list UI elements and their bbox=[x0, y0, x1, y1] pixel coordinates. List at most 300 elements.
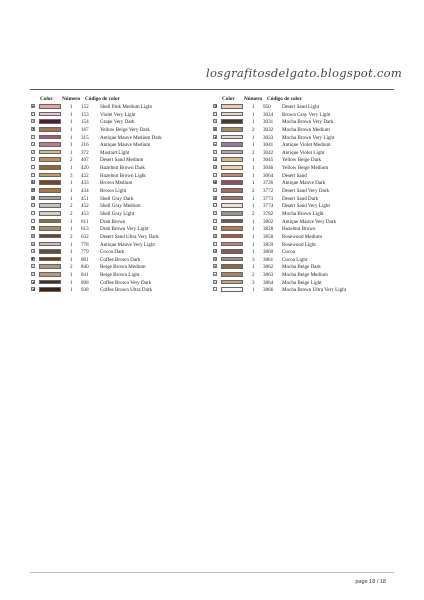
table-row bbox=[30, 249, 210, 257]
color-name: Rosewood Medium bbox=[282, 233, 323, 240]
skein-count: 2 bbox=[70, 264, 73, 271]
skein-count: 1 bbox=[70, 119, 73, 126]
table-row bbox=[212, 119, 398, 127]
color-name: Drab Brown Very Light bbox=[100, 226, 149, 233]
color-swatch bbox=[39, 173, 61, 178]
thread-number: 154 bbox=[81, 119, 89, 126]
footer-divider bbox=[30, 572, 394, 573]
skein-count: 2 bbox=[70, 157, 73, 164]
skein-count: 1 bbox=[252, 241, 255, 248]
table-row bbox=[212, 211, 398, 219]
skein-count: 1 bbox=[70, 226, 73, 233]
stitch-symbol-icon: ∖ bbox=[32, 142, 34, 147]
color-name: Coffee Brown Very Dark bbox=[100, 279, 152, 286]
color-name: Mocha Brown Ultra Very Light bbox=[282, 287, 347, 294]
skein-count: 1 bbox=[70, 188, 73, 195]
column-header-codigo: Código de color bbox=[85, 96, 120, 102]
skein-count: 1 bbox=[70, 180, 73, 187]
table-row bbox=[30, 173, 210, 181]
color-swatch bbox=[221, 135, 243, 140]
skein-count: 1 bbox=[252, 134, 255, 141]
thread-number: 3041 bbox=[263, 142, 274, 149]
stitch-symbol-icon: · bbox=[32, 157, 34, 162]
color-swatch bbox=[221, 264, 243, 269]
column-header-color: Color bbox=[222, 96, 235, 102]
color-swatch bbox=[221, 211, 243, 216]
stitch-symbol-icon: ◮ bbox=[214, 157, 217, 162]
color-name: Desert Sand Dark bbox=[282, 195, 319, 202]
column-header-codigo: Código de color bbox=[267, 96, 302, 102]
color-swatch bbox=[221, 272, 243, 277]
table-row bbox=[30, 242, 210, 250]
table-row bbox=[30, 196, 210, 204]
color-name: Antique Mauve Very Dark bbox=[282, 218, 337, 225]
table-row bbox=[212, 264, 398, 272]
color-name: Desert Sand bbox=[282, 172, 307, 179]
table-row bbox=[212, 165, 398, 173]
stitch-symbol-icon: ◪ bbox=[32, 287, 35, 292]
color-swatch bbox=[221, 249, 243, 254]
skein-count: 1 bbox=[252, 195, 255, 202]
skein-count: 2 bbox=[252, 149, 255, 156]
color-name: Coffee Brown Ultra Dark bbox=[100, 287, 153, 294]
color-swatch bbox=[39, 135, 61, 140]
stitch-symbol-icon: ▢ bbox=[214, 111, 217, 116]
thread-number: 420 bbox=[81, 165, 89, 172]
table-row bbox=[212, 226, 398, 234]
thread-number: 3032 bbox=[263, 126, 274, 133]
skein-count: 1 bbox=[252, 226, 255, 233]
thread-number: 840 bbox=[81, 264, 89, 271]
skein-count: 1 bbox=[70, 149, 73, 156]
table-row bbox=[212, 219, 398, 227]
color-swatch bbox=[221, 165, 243, 170]
color-name: Shell Pink Medium Light bbox=[100, 104, 152, 110]
thread-number: 3726 bbox=[263, 180, 274, 187]
stitch-symbol-icon: ⊕ bbox=[214, 249, 217, 254]
table-row bbox=[30, 135, 210, 143]
table-row bbox=[30, 264, 210, 272]
color-name: Cocoa Dark bbox=[100, 249, 125, 256]
table-row bbox=[30, 112, 210, 120]
stitch-symbol-icon: ▸ bbox=[214, 226, 216, 231]
skein-count: 1 bbox=[70, 249, 73, 256]
color-name: Violet Very Light bbox=[100, 111, 136, 118]
thread-number: 3864 bbox=[263, 279, 274, 286]
stitch-symbol-icon: ▾ bbox=[214, 119, 216, 124]
color-name: Grape Very Dark bbox=[100, 119, 135, 126]
color-swatch bbox=[39, 127, 61, 132]
skein-count: 1 bbox=[70, 195, 73, 202]
stitch-symbol-icon: ■ bbox=[32, 104, 34, 108]
color-name: Cocoa bbox=[282, 249, 296, 256]
color-swatch bbox=[39, 264, 61, 269]
skein-count: 1 bbox=[70, 272, 73, 279]
skein-count: 1 bbox=[70, 111, 73, 118]
skein-count: 2 bbox=[252, 272, 255, 279]
thread-number: 3042 bbox=[263, 149, 274, 156]
stitch-symbol-icon: ◘ bbox=[214, 256, 216, 261]
color-swatch bbox=[221, 142, 243, 147]
table-header bbox=[212, 96, 398, 104]
skein-count: 2 bbox=[70, 233, 73, 240]
color-swatch bbox=[221, 226, 243, 231]
thread-number: 938 bbox=[81, 287, 89, 294]
skein-count: 1 bbox=[70, 218, 73, 225]
color-swatch bbox=[39, 249, 61, 254]
stitch-symbol-icon: ◍ bbox=[214, 233, 217, 238]
skein-count: 1 bbox=[252, 233, 255, 240]
thread-number: 451 bbox=[81, 195, 89, 202]
color-swatch bbox=[221, 150, 243, 155]
stitch-symbol-icon: ◢ bbox=[32, 279, 35, 284]
color-swatch bbox=[221, 112, 243, 117]
thread-number: 3774 bbox=[263, 203, 274, 210]
thread-number: 422 bbox=[81, 172, 89, 179]
table-row bbox=[212, 157, 398, 165]
skein-count: 1 bbox=[252, 142, 255, 149]
stitch-symbol-icon: ◨ bbox=[214, 104, 217, 108]
thread-number: 316 bbox=[81, 142, 89, 149]
color-swatch bbox=[221, 180, 243, 185]
stitch-symbol-icon: ✱ bbox=[32, 126, 35, 131]
color-name: Yellow Beige Medium bbox=[282, 165, 329, 172]
color-swatch bbox=[39, 234, 61, 239]
table-row bbox=[30, 180, 210, 188]
skein-count: 1 bbox=[70, 241, 73, 248]
thread-number: 3773 bbox=[263, 195, 274, 202]
color-name: Coffee Brown Dark bbox=[100, 256, 141, 263]
thread-color-table-left bbox=[30, 96, 210, 295]
thread-number: 167 bbox=[81, 126, 89, 133]
table-row bbox=[30, 165, 210, 173]
stitch-symbol-icon: · bbox=[32, 218, 34, 223]
color-name: Antique Violet Light bbox=[282, 149, 325, 156]
color-swatch bbox=[221, 219, 243, 224]
stitch-symbol-icon: ○ bbox=[214, 172, 216, 177]
color-name: Yellow Beige Very Dark bbox=[100, 126, 150, 133]
color-swatch bbox=[39, 257, 61, 262]
color-swatch bbox=[221, 287, 243, 292]
skein-count: 1 bbox=[252, 104, 255, 110]
color-name: Desert Sand Ultra Very Dark bbox=[100, 233, 159, 240]
stitch-symbol-icon: ▲ bbox=[214, 134, 217, 139]
color-swatch bbox=[221, 234, 243, 239]
stitch-symbol-icon: ◑ bbox=[32, 249, 34, 254]
color-name: Beige Brown Light bbox=[100, 272, 140, 279]
stitch-symbol-icon: ◤ bbox=[32, 256, 35, 261]
table-row bbox=[30, 104, 210, 112]
thread-number: 3772 bbox=[263, 188, 274, 195]
skein-count: 1 bbox=[252, 287, 255, 294]
color-swatch bbox=[39, 211, 61, 216]
table-row bbox=[212, 173, 398, 181]
color-name: Mocha Beige Medium bbox=[282, 272, 328, 279]
thread-number: 452 bbox=[81, 203, 89, 210]
color-name: Brown Light bbox=[100, 188, 127, 195]
color-swatch bbox=[39, 180, 61, 185]
stitch-symbol-icon: ◦ bbox=[214, 287, 216, 292]
thread-number: 3858 bbox=[263, 233, 274, 240]
table-header bbox=[30, 96, 210, 104]
color-name: Yellow Beige Dark bbox=[282, 157, 322, 164]
stitch-symbol-icon: + bbox=[32, 172, 34, 177]
thread-number: 3045 bbox=[263, 157, 274, 164]
skein-count: 3 bbox=[252, 256, 255, 263]
color-name: Desert Sand Medium bbox=[100, 157, 144, 164]
thread-number: 3859 bbox=[263, 241, 274, 248]
table-row bbox=[30, 150, 210, 158]
table-row bbox=[212, 127, 398, 135]
skein-count: 1 bbox=[70, 256, 73, 263]
column-header-numero: Número bbox=[244, 96, 263, 102]
stitch-symbol-icon: □ bbox=[32, 203, 34, 208]
thread-number: 407 bbox=[81, 157, 89, 164]
color-name: Mocha Brown Very Dark bbox=[282, 119, 334, 126]
color-name: Cocoa Light bbox=[282, 256, 308, 263]
stitch-symbol-icon: ◔ bbox=[214, 218, 216, 223]
thread-number: 453 bbox=[81, 210, 89, 217]
stitch-symbol-icon: ◉ bbox=[214, 195, 217, 200]
thread-number: 613 bbox=[81, 226, 89, 233]
page-number: page 18 / 18 bbox=[355, 579, 386, 585]
stitch-symbol-icon: ◩ bbox=[32, 188, 35, 193]
table-row bbox=[212, 257, 398, 265]
stitch-symbol-icon: ◌ bbox=[32, 210, 34, 215]
skein-count: 1 bbox=[252, 249, 255, 256]
color-swatch bbox=[221, 280, 243, 285]
skein-count: 2 bbox=[252, 126, 255, 133]
stitch-symbol-icon: ▦ bbox=[32, 195, 35, 200]
thread-number: 3866 bbox=[263, 287, 274, 294]
color-name: Shell Gray Medium bbox=[100, 203, 141, 210]
skein-count: 1 bbox=[252, 119, 255, 126]
skein-count: 1 bbox=[252, 157, 255, 164]
thread-number: 3860 bbox=[263, 249, 274, 256]
color-swatch bbox=[39, 272, 61, 277]
color-name: Hazelnut Brown Light bbox=[100, 172, 146, 179]
thread-number: 611 bbox=[81, 218, 89, 225]
skein-count: 1 bbox=[70, 165, 73, 172]
color-name: Shell Gray Light bbox=[100, 210, 135, 217]
table-row bbox=[30, 119, 210, 127]
color-swatch bbox=[39, 203, 61, 208]
stitch-symbol-icon: ● bbox=[32, 241, 34, 246]
thread-number: 433 bbox=[81, 180, 89, 187]
header-divider bbox=[30, 89, 394, 90]
stitch-symbol-icon: ◒ bbox=[214, 272, 216, 277]
skein-count: 1 bbox=[70, 287, 73, 294]
color-name: Drab Brown bbox=[100, 218, 126, 225]
skein-count: 3 bbox=[252, 279, 255, 286]
table-row bbox=[212, 280, 398, 288]
table-row bbox=[30, 157, 210, 165]
blog-watermark: losgrafitosdelgato.blogspot.com bbox=[206, 66, 403, 80]
column-header-numero: Número bbox=[62, 96, 81, 102]
table-row bbox=[212, 242, 398, 250]
color-name: Brown Gray Very Light bbox=[282, 111, 331, 118]
color-swatch bbox=[221, 196, 243, 201]
thread-number: 3862 bbox=[263, 264, 274, 271]
skein-count: 1 bbox=[252, 180, 255, 187]
skein-count: 1 bbox=[252, 111, 255, 118]
thread-number: 153 bbox=[81, 111, 89, 118]
color-swatch bbox=[221, 127, 243, 132]
table-row bbox=[212, 249, 398, 257]
skein-count: 1 bbox=[252, 165, 255, 172]
stitch-symbol-icon: ◵ bbox=[214, 279, 217, 284]
skein-count: 1 bbox=[252, 218, 255, 225]
color-swatch bbox=[39, 219, 61, 224]
skein-count: 2 bbox=[70, 210, 73, 217]
stitch-symbol-icon: ◈ bbox=[214, 264, 217, 269]
color-swatch bbox=[221, 104, 243, 109]
thread-number: 434 bbox=[81, 188, 89, 195]
table-row bbox=[212, 234, 398, 242]
color-name: Mocha Brown Medium bbox=[282, 126, 330, 133]
stitch-symbol-icon: ◗ bbox=[214, 188, 216, 193]
stitch-symbol-icon: ◥ bbox=[32, 226, 35, 231]
stitch-symbol-icon: ◦ bbox=[32, 165, 34, 170]
table-row bbox=[212, 150, 398, 158]
table-row bbox=[212, 135, 398, 143]
color-swatch bbox=[221, 203, 243, 208]
thread-number: 372 bbox=[81, 149, 89, 156]
color-swatch bbox=[39, 157, 61, 162]
stitch-symbol-icon: ☐ bbox=[214, 203, 217, 208]
skein-count: 1 bbox=[252, 264, 255, 271]
skein-count: 2 bbox=[252, 210, 255, 217]
thread-number: 315 bbox=[81, 134, 89, 141]
table-row bbox=[212, 188, 398, 196]
thread-number: 3046 bbox=[263, 165, 274, 172]
color-name: Antique Mauve Dark bbox=[282, 180, 326, 187]
color-name: Shell Gray Dark bbox=[100, 195, 134, 202]
color-swatch bbox=[39, 112, 61, 117]
skein-count: 1 bbox=[70, 279, 73, 286]
thread-number: 632 bbox=[81, 233, 89, 240]
color-swatch bbox=[221, 188, 243, 193]
table-rows bbox=[30, 104, 210, 295]
color-name: Antique Violet Medium bbox=[282, 142, 331, 149]
skein-count: 1 bbox=[70, 104, 73, 110]
stitch-symbol-icon: ✕ bbox=[32, 119, 35, 124]
table-row bbox=[30, 142, 210, 150]
table-row bbox=[212, 272, 398, 280]
stitch-symbol-icon: ◆ bbox=[214, 180, 217, 185]
table-row bbox=[212, 196, 398, 204]
stitch-symbol-icon: ◻ bbox=[32, 111, 35, 116]
thread-number: 3031 bbox=[263, 119, 274, 126]
table-row bbox=[30, 257, 210, 265]
table-row bbox=[212, 112, 398, 120]
thread-number: 778 bbox=[81, 241, 89, 248]
stitch-symbol-icon: ⊠ bbox=[32, 233, 35, 238]
stitch-symbol-icon: • bbox=[32, 134, 34, 139]
color-swatch bbox=[221, 242, 243, 247]
thread-color-table-right bbox=[212, 96, 398, 295]
thread-number: 3802 bbox=[263, 218, 274, 225]
color-swatch bbox=[39, 287, 61, 292]
color-name: Mocha Brown Light bbox=[282, 210, 324, 217]
color-name: Mustard Light bbox=[100, 149, 130, 156]
column-header-color: Color bbox=[40, 96, 53, 102]
table-row bbox=[212, 287, 398, 295]
color-swatch bbox=[39, 165, 61, 170]
table-rows bbox=[212, 104, 398, 295]
color-swatch bbox=[39, 119, 61, 124]
table-row bbox=[212, 180, 398, 188]
stitch-symbol-icon: ◙ bbox=[214, 126, 216, 131]
table-row bbox=[212, 142, 398, 150]
table-row bbox=[30, 226, 210, 234]
color-swatch bbox=[221, 157, 243, 162]
color-swatch bbox=[39, 226, 61, 231]
color-swatch bbox=[221, 173, 243, 178]
thread-number: 841 bbox=[81, 272, 89, 279]
stitch-symbol-icon: ▴ bbox=[214, 142, 216, 147]
color-swatch bbox=[39, 196, 61, 201]
table-row bbox=[30, 272, 210, 280]
thread-number: 801 bbox=[81, 256, 89, 263]
color-swatch bbox=[39, 242, 61, 247]
color-name: Desert Sand Very Light bbox=[282, 203, 330, 210]
color-swatch bbox=[39, 104, 61, 109]
color-name: Desert Sand Very Dark bbox=[282, 188, 330, 195]
thread-number: 152 bbox=[81, 104, 89, 110]
thread-number: 3064 bbox=[263, 172, 274, 179]
skein-count: 1 bbox=[252, 203, 255, 210]
table-row bbox=[30, 127, 210, 135]
color-name: Mocha Brown Very Light bbox=[282, 134, 335, 141]
skein-count: 2 bbox=[70, 203, 73, 210]
stitch-symbol-icon: ◇ bbox=[214, 149, 217, 154]
color-swatch bbox=[221, 257, 243, 262]
thread-number: 3828 bbox=[263, 226, 274, 233]
skein-count: 3 bbox=[70, 172, 73, 179]
color-swatch bbox=[39, 142, 61, 147]
table-row bbox=[30, 188, 210, 196]
color-name: Mocha Beige Dark bbox=[282, 264, 321, 271]
table-row bbox=[30, 234, 210, 242]
color-name: Antique Mauve Medium Dark bbox=[100, 134, 162, 141]
stitch-symbol-icon: ▽ bbox=[214, 210, 217, 215]
stitch-symbol-icon: ◧ bbox=[32, 180, 35, 185]
color-name: Brown Medium bbox=[100, 180, 133, 187]
stitch-symbol-icon: ◺ bbox=[32, 264, 35, 269]
table-row bbox=[30, 219, 210, 227]
stitch-symbol-icon: ◐ bbox=[214, 241, 216, 246]
thread-number: 3863 bbox=[263, 272, 274, 279]
skein-count: 1 bbox=[70, 134, 73, 141]
thread-number: 898 bbox=[81, 279, 89, 286]
color-name: Antique Mauve Medium bbox=[100, 142, 151, 149]
thread-number: 779 bbox=[81, 249, 89, 256]
table-row bbox=[30, 203, 210, 211]
table-row bbox=[212, 104, 398, 112]
color-name: Hazelnut Brown Dark bbox=[100, 165, 145, 172]
color-swatch bbox=[221, 119, 243, 124]
color-name: Mocha Beige Light bbox=[282, 279, 322, 286]
table-row bbox=[212, 203, 398, 211]
color-swatch bbox=[39, 188, 61, 193]
color-swatch bbox=[39, 280, 61, 285]
stitch-symbol-icon: ✓ bbox=[32, 149, 35, 154]
color-swatch bbox=[39, 150, 61, 155]
color-name: Hazelnut Brown bbox=[282, 226, 316, 233]
thread-number: 3782 bbox=[263, 210, 274, 217]
skein-count: 1 bbox=[70, 126, 73, 133]
